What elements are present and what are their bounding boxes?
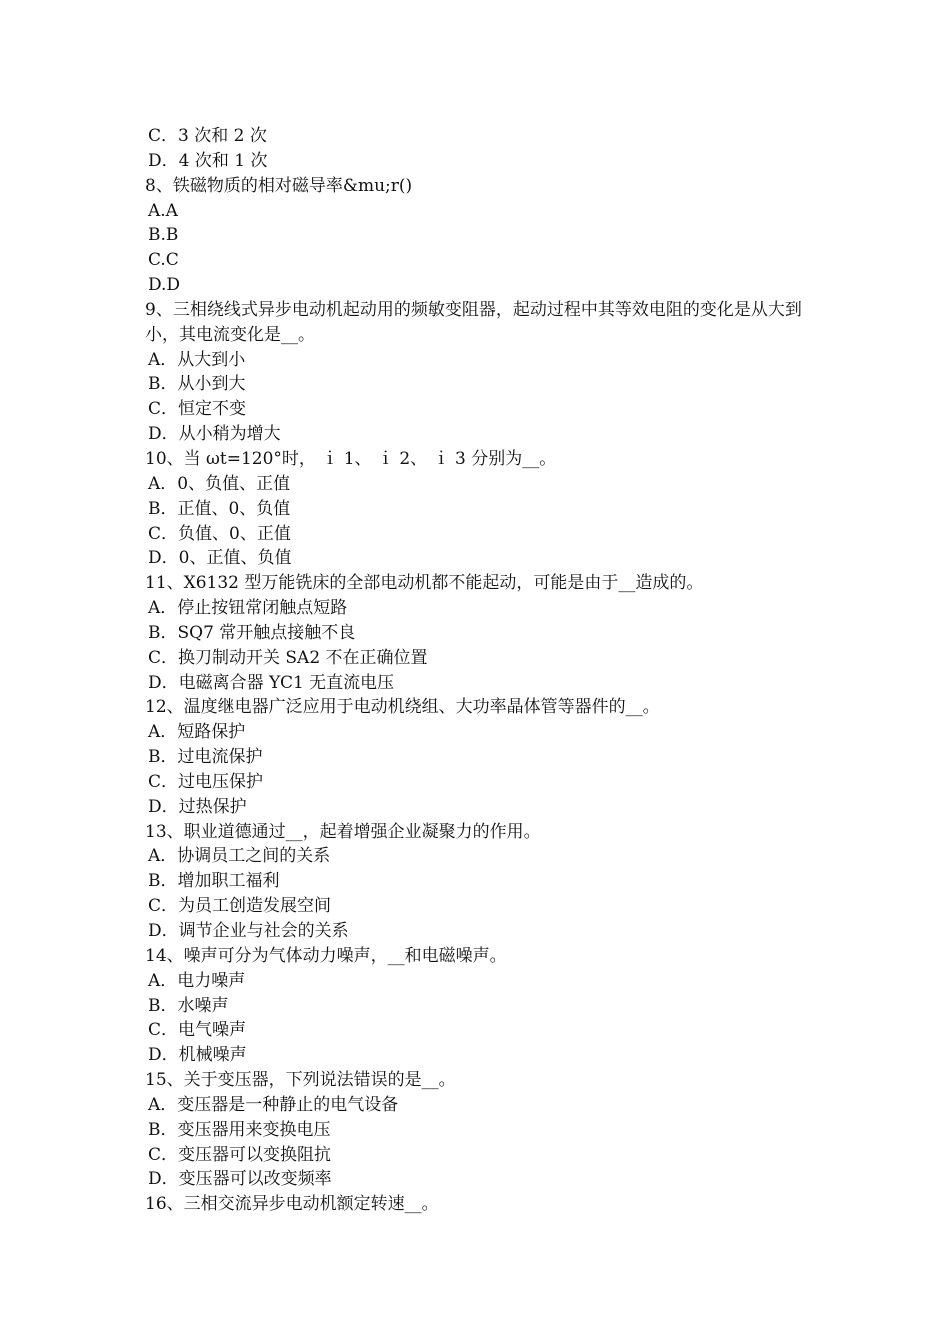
question-13-option-c: C．为员工创造发展空间 — [148, 896, 332, 917]
question-9-option-a: A．从大到小 — [148, 349, 246, 370]
question-15-option-a: A．变压器是一种静止的电气设备 — [148, 1094, 399, 1115]
option-line: D．4 次和 1 次 — [148, 150, 268, 171]
question-11-stem: 11、X6132 型万能铣床的全部电动机都不能起动，可能是由于__造成的。 — [145, 573, 704, 594]
question-12-option-a: A．短路保护 — [148, 722, 246, 743]
question-10-option-b: B．正值、0、负值 — [148, 498, 291, 519]
question-13-option-d: D．调节企业与社会的关系 — [148, 921, 349, 941]
question-11-option-b: B．SQ7 常开触点接触不良 — [148, 622, 356, 643]
question-9-option-b: B．从小到大 — [148, 374, 246, 395]
question-9-option-c: C．恒定不变 — [148, 399, 247, 420]
question-15-stem: 15、关于变压器，下列说法错误的是__。 — [145, 1070, 456, 1091]
question-15-option-d: D．变压器可以改变频率 — [148, 1169, 332, 1190]
question-12-option-b: B．过电流保护 — [148, 747, 263, 768]
question-11-option-c: C．换刀制动开关 SA2 不在正确位置 — [148, 647, 428, 668]
question-8-option-c: C.C — [148, 250, 179, 271]
question-8-option-d: D.D — [148, 275, 181, 296]
question-8-option-a: A.A — [148, 200, 178, 221]
question-11-option-a: A．停止按钮常闭触点短路 — [148, 598, 348, 619]
question-9-option-d: D．从小稍为增大 — [148, 424, 281, 445]
question-12-option-d: D．过热保护 — [148, 796, 247, 817]
question-8-stem: 8、铁磁物质的相对磁导率&mu;r() — [145, 175, 413, 196]
question-13-option-b: B．增加职工福利 — [148, 871, 280, 892]
question-10-option-d: D．0、正值、负值 — [148, 548, 292, 569]
question-10-option-a: A．0、负值、正值 — [148, 473, 291, 494]
question-14-stem: 14、噪声可分为气体动力噪声，__和电磁噪声。 — [145, 945, 507, 966]
question-15-option-c: C．变压器可以变换阻抗 — [148, 1144, 332, 1165]
question-12-option-c: C．过电压保护 — [148, 771, 264, 792]
question-13-stem: 13、职业道德通过__，起着增强企业凝聚力的作用。 — [145, 821, 541, 842]
question-13-option-a: A．协调员工之间的关系 — [148, 846, 331, 867]
question-10-option-c: C．负值、0、正值 — [148, 523, 291, 544]
question-9-stem: 9、三相绕线式异步电动机起动用的频敏变阻器，起动过程中其等效电阻的变化是从大到小，其电流变化是__。 — [145, 299, 802, 345]
question-12-stem: 12、温度继电器广泛应用于电动机绕组、大功率晶体管等器件的__。 — [145, 697, 660, 718]
question-16-stem: 16、三相交流异步电动机额定转速__。 — [145, 1194, 439, 1215]
question-10-stem: 10、当 ωt=120°时， ｉ 1、 ｉ 2、 ｉ 3 分别为__。 — [145, 448, 557, 469]
question-8-option-b: B.B — [148, 225, 179, 246]
question-15-option-b: B．变压器用来变换电压 — [148, 1119, 331, 1140]
question-list — [145, 124, 815, 1217]
question-11-option-d: D．电磁离合器 YC1 无直流电压 — [148, 672, 395, 693]
question-14-option-a: A．电力噪声 — [148, 970, 246, 991]
option-line: C．3 次和 2 次 — [148, 126, 267, 146]
question-14-option-c: C．电气噪声 — [148, 1020, 247, 1041]
question-14-option-b: B．水噪声 — [148, 995, 229, 1016]
question-14-option-d: D．机械噪声 — [148, 1045, 247, 1066]
